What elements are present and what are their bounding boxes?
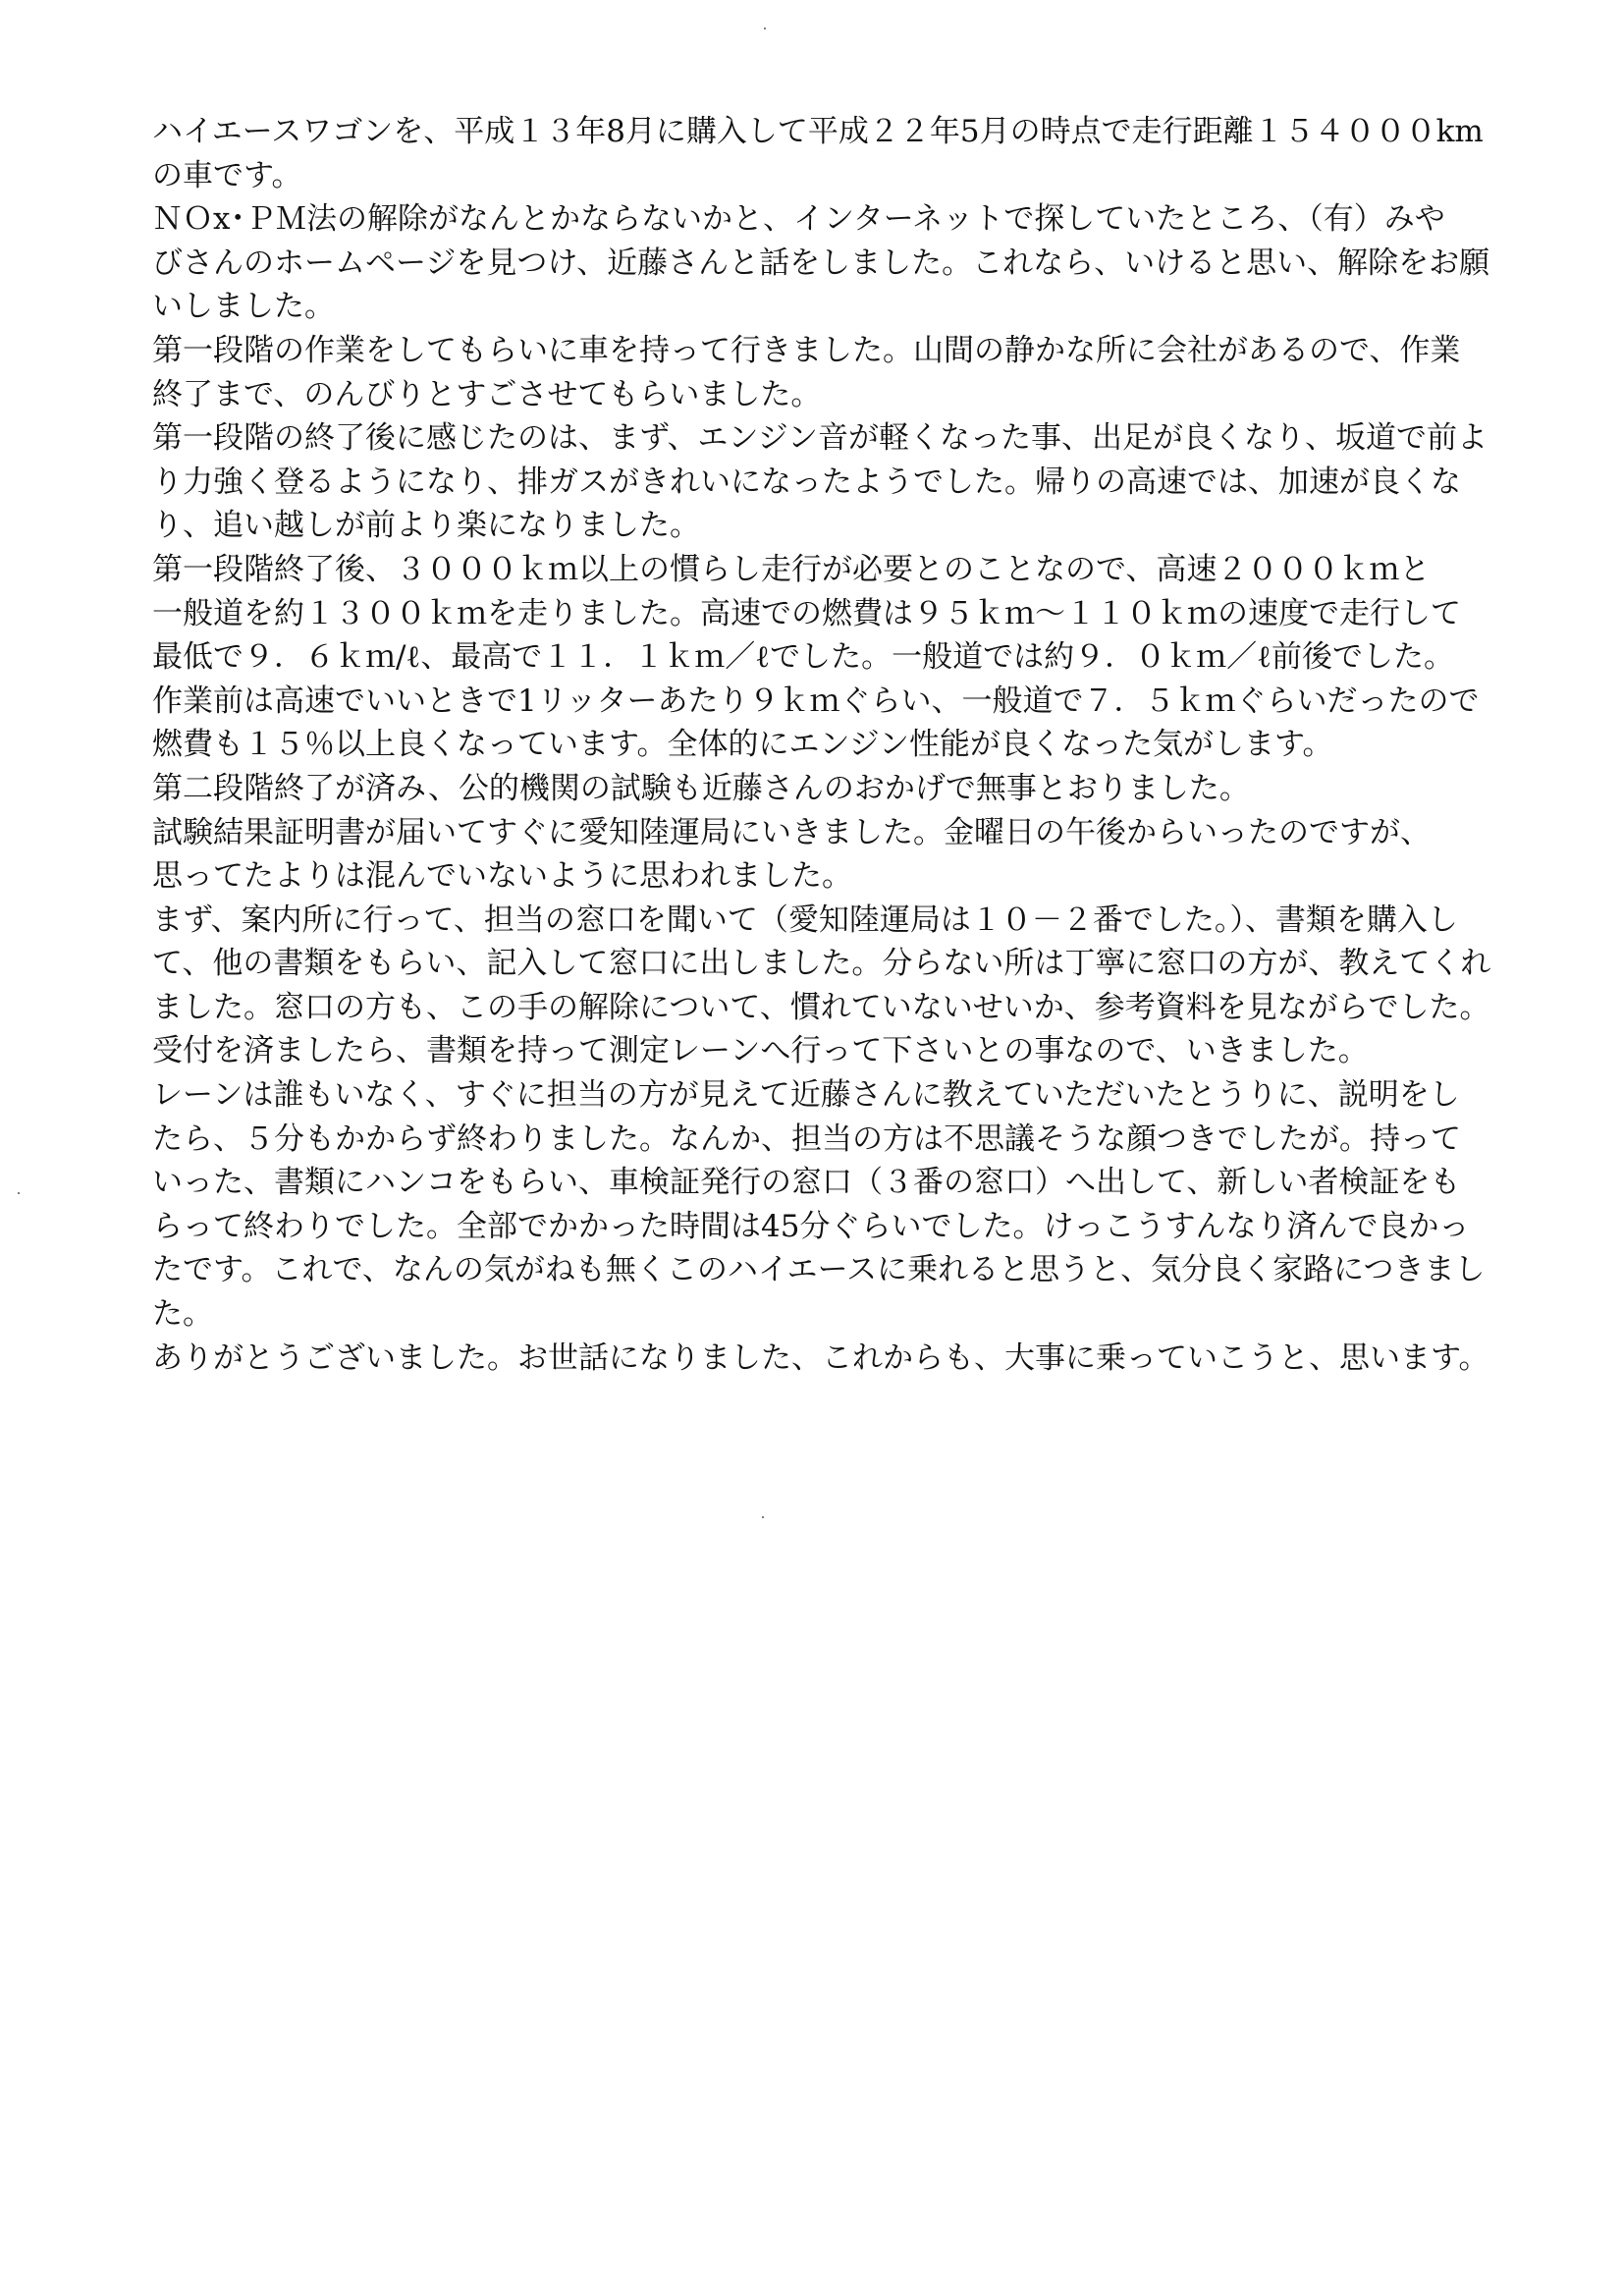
body-line: 第二段階終了が済み、公的機関の試験も近藤さんのおかげで無事とおりました。: [152, 770, 1250, 806]
body-line: の車です。: [152, 157, 302, 193]
scan-speck: [18, 1192, 20, 1194]
body-line: ありがとうございました。お世話になりました、これからも、大事に乗っていこうと、思います。: [152, 1339, 1489, 1376]
body-line: 第一段階の終了後に感じたのは、まず、エンジン音が軽くなった事、出足が良くなり、坂道で前よ: [152, 420, 1488, 457]
body-line: いしました。: [152, 289, 335, 325]
body-line: 思ってたよりは混んでいないように思われました。: [152, 858, 852, 895]
body-line: 作業前は高速でいいときで1リッターあたり９ｋｍぐらい、一般道で７．５ｋｍぐらいだったので: [152, 683, 1480, 719]
body-line: 受付を済ましたら、書類を持って測定レーンへ行って下さいとの事なので、いきました。: [152, 1033, 1369, 1069]
body-line: り、追い越しが前より楽になりました。: [152, 508, 700, 544]
document-body: [152, 110, 1527, 1380]
body-line: た。: [152, 1296, 213, 1333]
body-line: ました。窓口の方も、この手の解除について、慣れていないせいか、参考資料を見ながらでした。: [152, 989, 1490, 1025]
body-line: ハイエースワゴンを、平成１３年8月に購入して平成２２年5月の時点で走行距離１５４０００km: [152, 114, 1484, 149]
body-line: まず、案内所に行って、担当の窓口を聞いて（愛知陸運局は１０－２番でした。）、書類を購入し: [152, 902, 1458, 938]
scan-speck: [764, 27, 766, 29]
body-line: びさんのホームページを見つけ、近藤さんと話をしました。これなら、いけると思い、解除をお願: [152, 245, 1490, 281]
body-line: らって終わりでした。全部でかかった時間は45分ぐらいでした。けっこうすんなり済んで良かっ: [152, 1208, 1470, 1244]
body-line: 第一段階の作業をしてもらいに車を持って行きました。山間の静かな所に会社があるので、作業: [152, 332, 1461, 368]
body-line: 試験結果証明書が届いてすぐに愛知陸運局にいきました。金曜日の午後からいったのですが、: [152, 814, 1431, 850]
body-line: て、他の書類をもらい、記入して窓口に出しました。分らない所は丁寧に窓口の方が、教えてくれ: [152, 946, 1491, 982]
body-line: たです。これで、なんの気がねも無くこのハイエースに乗れると思うと、気分良く家路につきまし: [152, 1252, 1486, 1288]
body-line: レーンは誰もいなく、すぐに担当の方が見えて近藤さんに教えていただいたとうりに、説明をし: [152, 1077, 1460, 1114]
body-line: たら、５分もかからず終わりました。なんか、担当の方は不思議そうな顔つきでしたが。持って: [152, 1121, 1461, 1157]
body-line: ＮＯx･ＰＭ法の解除がなんとかならないかと、インターネットで探していたところ、（有）みや: [152, 201, 1445, 238]
body-line: 最低で９．６ｋｍ/ℓ、最高で１１．１ｋｍ／ℓでした。一般道では約９．０ｋｍ／ℓ前後でした。: [152, 639, 1454, 676]
body-line: 終了まで、のんびりとすごさせてもらいました。: [152, 376, 822, 412]
body-line: 一般道を約１３００ｋｍを走りました。高速での燃費は９５ｋｍ～１１０ｋｍの速度で走行して: [152, 595, 1461, 631]
body-line: り力強く登るようになり、排ガスがきれいになったようでした。帰りの高速では、加速が良くな: [152, 464, 1461, 500]
body-line: 第一段階終了後、３０００ｋｍ以上の慣らし走行が必要とのことなので、高速２０００ｋｍと: [152, 551, 1431, 587]
scan-speck: [762, 1516, 764, 1518]
body-line: いった、書類にハンコをもらい、車検証発行の窓口（３番の窓口）へ出して、新しい者検証をも: [152, 1165, 1461, 1201]
body-line: 燃費も１５％以上良くなっています。全体的にエンジン性能が良くなった気がします。: [152, 727, 1333, 763]
